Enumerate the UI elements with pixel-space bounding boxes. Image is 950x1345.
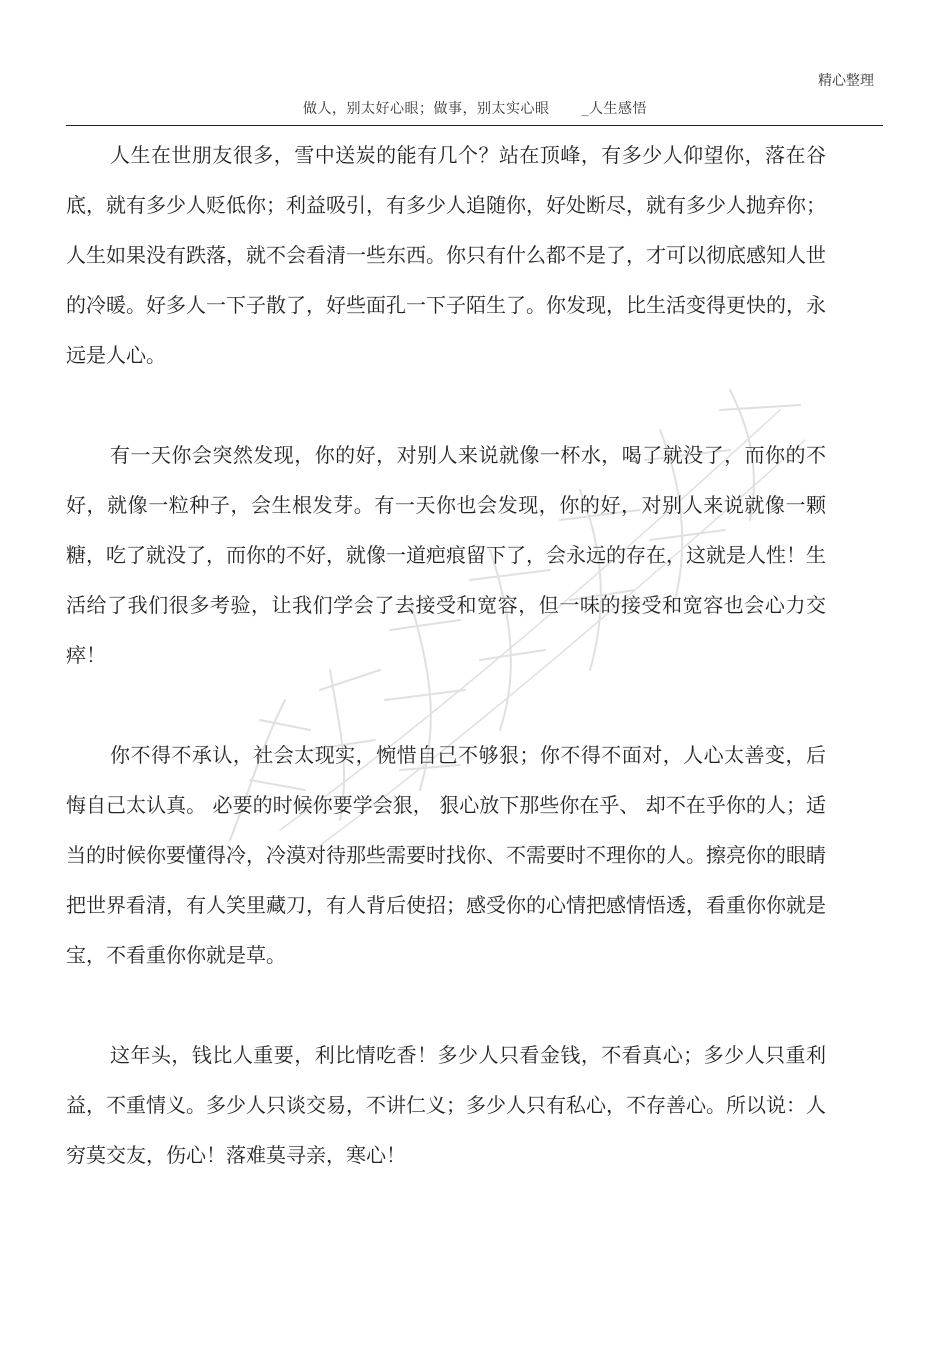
corner-label: 精心整理: [818, 73, 874, 89]
header-divider: [66, 125, 883, 126]
header-title: [0, 98, 950, 118]
header-title-suffix: _人生感悟: [581, 101, 647, 117]
paragraph-1: 人生在世朋友很多，雪中送炭的能有几个？站在顶峰，有多少人仰望你，落在谷底，就有多少人贬低你；利益吸引，有多少人追随你，好处断尽，就有多少人抛弃你；人生如果没有跌落，就不会看清一些东西。你只有什么都不是了，才可以彻底感知人世的冷暖。好多人一下子散了，好些面孔一下子陌生了。你发现，比生活变得更快的，永远是人心。: [66, 143, 826, 367]
paragraph-3: 你不得不承认，社会太现实，惋惜自己不够狠；你不得不面对，人心太善变，后悔自己太认真。 必要的时候你要学会狠， 狠心放下那些你在乎、 却不在乎你的人；适当的时候你要懂得冷，冷漠对待那些需要时找你、不需要时不理你的人。擦亮你的眼睛把世界看清，有人笑里藏刀，有人背后使招；感受你的心情把感情悟透，看重你你就是宝，不看重你你就是草。: [66, 743, 826, 967]
paragraph-4: 这年头，钱比人重要，利比情吃香！多少人只看金钱，不看真心；多少人只重利益，不重情义。多少人只谈交易，不讲仁义；多少人只有私心，不存善心。所以说：人穷莫交友，伤心！落难莫寻亲，寒心！: [66, 1043, 826, 1167]
paragraph-2: 有一天你会突然发现，你的好，对别人来说就像一杯水，喝了就没了，而你的不好，就像一粒种子，会生根发芽。有一天你也会发现，你的好，对别人来说就像一颗糖，吃了就没了，而你的不好，就像一道疤痕留下了，会永远的存在，这就是人性！生活给了我们很多考验，让我们学会了去接受和宽容，但一味的接受和宽容也会心力交瘁！: [66, 443, 826, 667]
article-body: [66, 130, 826, 1180]
header-title-main: 做人，别太好心眼；做事，别太实心眼: [303, 101, 550, 117]
